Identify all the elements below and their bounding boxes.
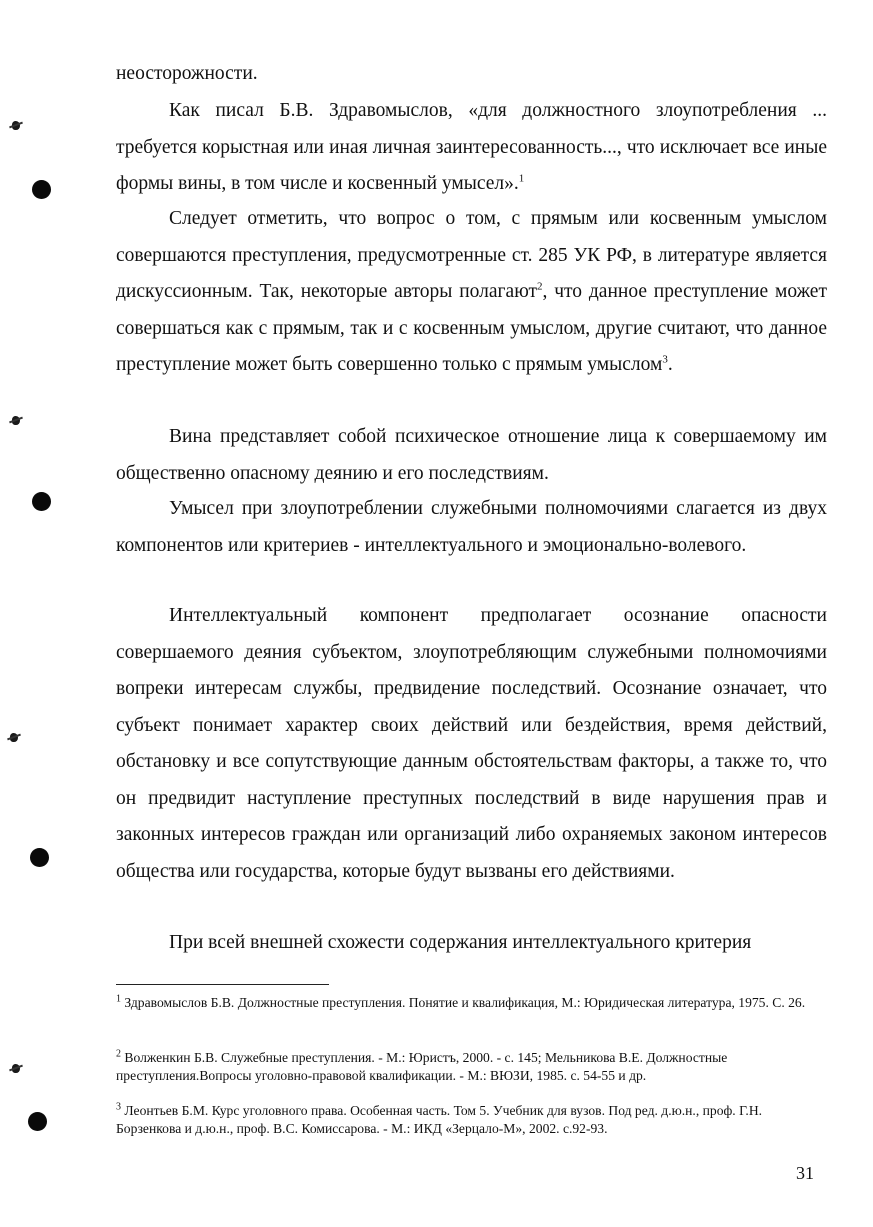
paragraph-text: неосторожности. bbox=[116, 63, 258, 84]
footnote-ref[interactable]: 2 bbox=[537, 280, 543, 293]
paragraph-text: Как писал Б.В. Здравомыслов, «для должностного злоупотребления ... требуется корыстная или иная личная заинтересованность..., что исключает все иные формы вины, в том числе и косвенный умысел». bbox=[116, 100, 827, 194]
punch-hole bbox=[32, 180, 51, 199]
punch-hole bbox=[32, 492, 51, 511]
footnote-ref[interactable]: 1 bbox=[518, 172, 525, 185]
paragraph-quote bbox=[116, 93, 827, 203]
footnote-3 bbox=[116, 1102, 820, 1138]
page-number: 31 bbox=[796, 1163, 814, 1183]
footnote-text: Волженкин Б.В. Служебные преступления. - М.: Юристъ, 2000. - с. 145; Мельникова В.Е. Должностные преступления.Вопросы уголовно-правовой квалификации. - М.: ВЮЗИ, 1985. с. 54-55 и др. bbox=[116, 1050, 728, 1083]
paragraph-closing bbox=[116, 925, 827, 962]
scan-speck bbox=[12, 1064, 20, 1073]
paragraph-continuation bbox=[116, 56, 827, 93]
paragraph-discussion bbox=[116, 201, 827, 384]
paragraph-guilt bbox=[116, 419, 827, 492]
footnote-2 bbox=[116, 1049, 820, 1085]
paragraph-text: , что данное преступление может совершаться как с прямым, так и с косвенным умыслом, другие считают, что данное преступление может быть совершенно только с прямым умыслом bbox=[116, 281, 827, 375]
footnote-ref[interactable]: 3 bbox=[662, 353, 668, 366]
footnote-number: 3 bbox=[116, 1101, 121, 1113]
footnote-text: Здравомыслов Б.В. Должностные преступления. Понятие и квалификация, М.: Юридическая литература, 1975. С. 26. bbox=[124, 995, 806, 1010]
footnote-number: 1 bbox=[116, 993, 121, 1005]
paragraph-text: Интеллектуальный компонент предполагает осознание опасности совершаемого деяния субъектом, злоупотребляющим служебными полномочиями вопреки интересам службы, предвидение последствий. Осознание означает, что субъект понимает характер своих действий или бездействия, время действий, обстановку и все сопутствующие данным обстоятельствам факторы, а также то, что он предвидит наступление преступных последствий в виде нарушения прав и законных интересов граждан или организаций либо охраняемых законом интересов общества или государства, которые будут вызваны его действиями. bbox=[116, 605, 827, 882]
footnote-text: Леонтьев Б.М. Курс уголовного права. Особенная часть. Том 5. Учебник для вузов. Под ред. д.ю.н., проф. Г.Н. Борзенкова и д.ю.н., проф. В.С. Комиссарова. - М.: ИКД «Зерцало-М», 2002. с.92-93. bbox=[116, 1103, 763, 1136]
paragraph-text: . bbox=[667, 354, 673, 375]
footnote-separator bbox=[116, 984, 329, 985]
scan-speck bbox=[12, 416, 20, 425]
paragraph-text: Умысел при злоупотреблении служебными полномочиями слагается из двух компонентов или критериев - интеллектуального и эмоционально-волевого. bbox=[116, 498, 827, 556]
paragraph-intellectual bbox=[116, 598, 827, 890]
punch-hole bbox=[28, 1112, 47, 1131]
paragraph-text: Следует отметить, что вопрос о том, с прямым или косвенным умыслом совершаются преступления, предусмотренные ст. 285 УК РФ, в литературе является дискуссионным. Так, некоторые авторы полагают bbox=[116, 208, 827, 302]
scan-speck bbox=[10, 733, 18, 742]
footnote-number: 2 bbox=[116, 1048, 121, 1060]
footnote-1 bbox=[116, 994, 820, 1012]
punch-hole bbox=[30, 848, 49, 867]
paragraph-text: При всей внешней схожести содержания интеллектуального критерия bbox=[169, 932, 752, 953]
paragraph-intent bbox=[116, 491, 827, 564]
paragraph-text: Вина представляет собой психическое отношение лица к совершаемому им общественно опасному деянию и его последствиям. bbox=[116, 426, 827, 484]
scan-speck bbox=[12, 121, 20, 130]
